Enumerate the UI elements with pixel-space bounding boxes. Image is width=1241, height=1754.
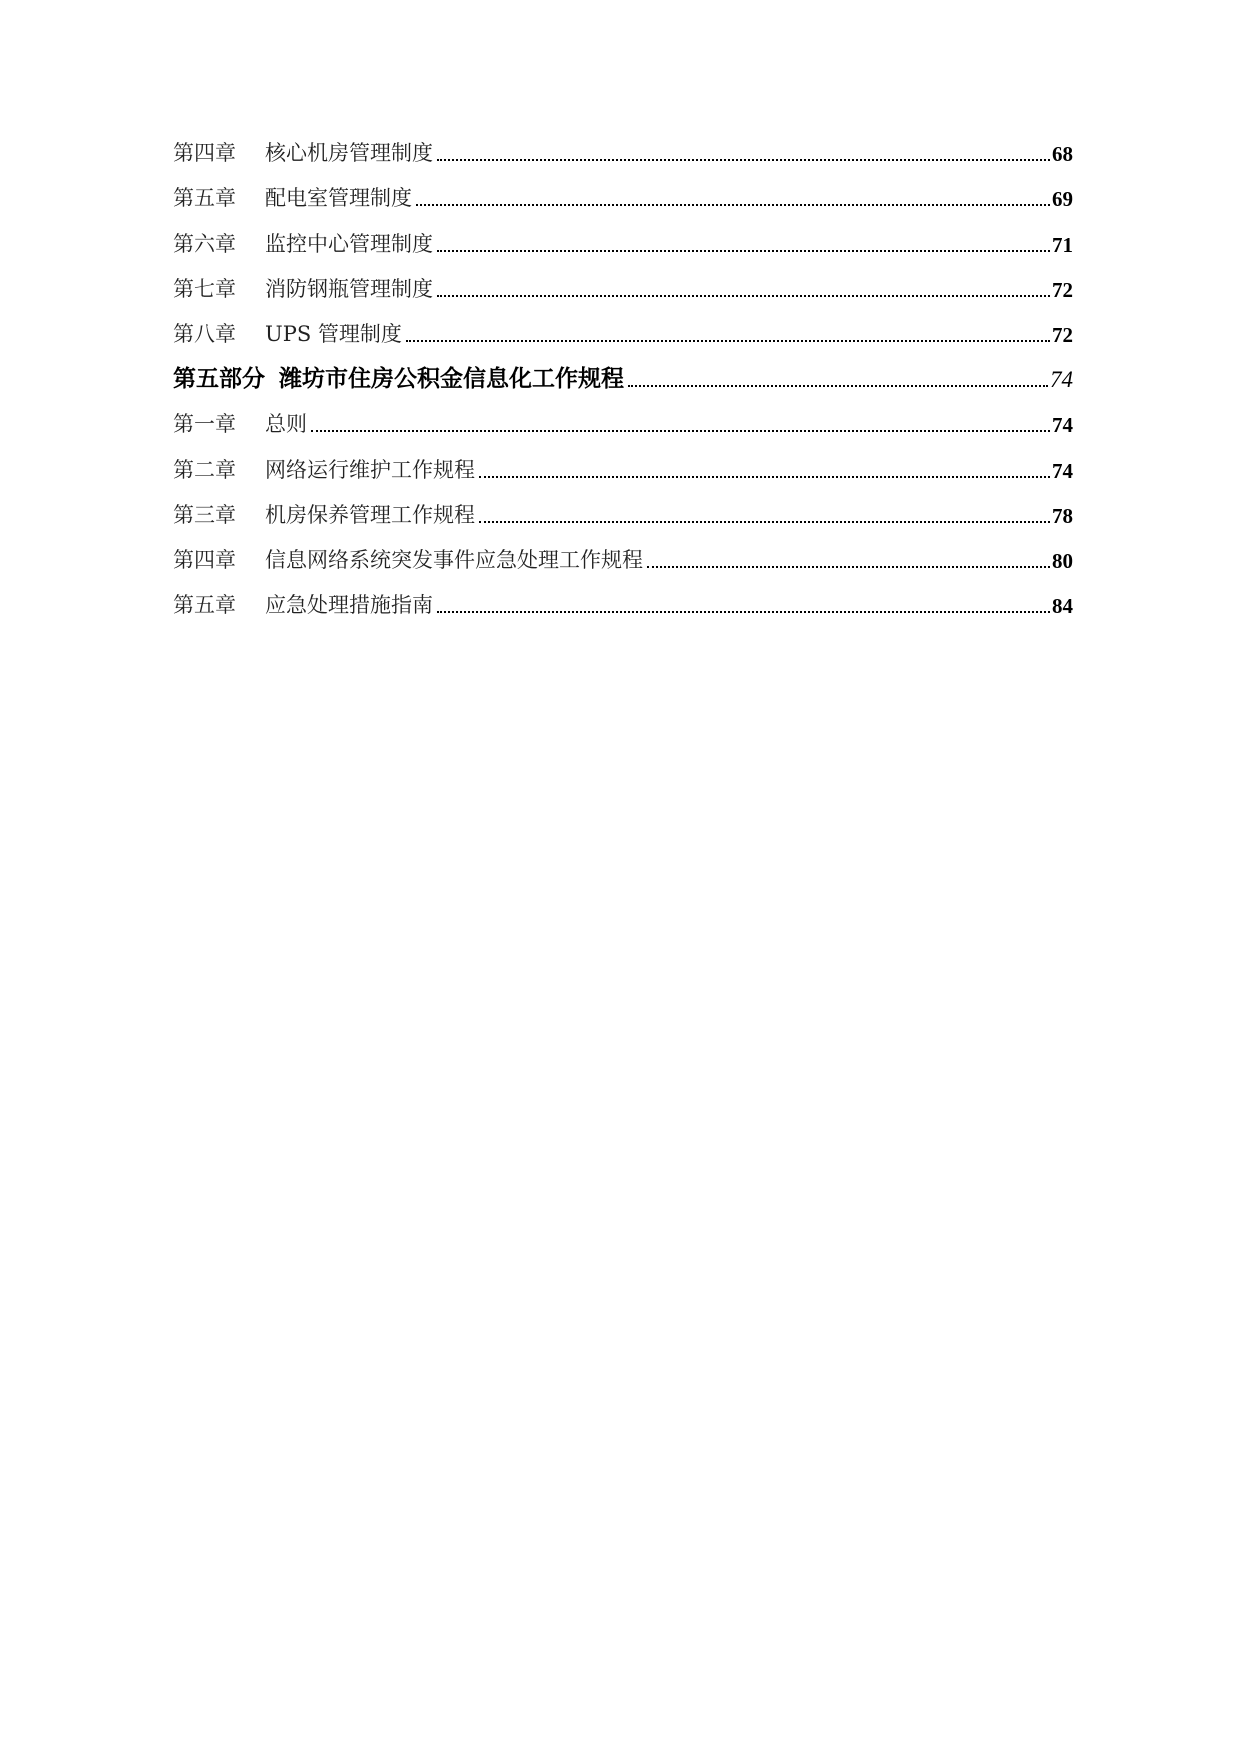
toc-part-title: 潍坊市住房公积金信息化工作规程 [279,366,624,393]
toc-entry-page: 69 [1052,187,1073,212]
toc-leader-dots [479,476,1050,478]
toc-entry-number: 第五章 [173,186,236,211]
toc-entry-title: 监控中心管理制度 [265,231,433,256]
toc-entry-part-5[interactable] [173,348,1073,393]
toc-entry-number: 第五章 [173,593,236,618]
toc-entry-label [173,273,433,303]
toc-entry-label [173,499,475,529]
toc-part-page: 74 [1050,367,1073,393]
toc-part-number: 第五部分 [173,366,265,393]
toc-entry-label [173,589,433,619]
toc-leader-dots [311,430,1050,432]
toc-entry-label [173,544,643,574]
toc-leader-dots [437,250,1050,252]
toc-entry-number: 第二章 [173,457,236,482]
toc-entry-chapter-3[interactable] [173,484,1073,529]
toc-leader-dots [437,159,1050,161]
toc-entry-page: 72 [1052,322,1073,347]
toc-entry-number: 第三章 [173,502,236,527]
table-of-contents [173,122,1073,619]
toc-entry-page: 71 [1052,232,1073,257]
toc-entry-label [173,318,402,348]
toc-entry-title: 应急处理措施指南 [265,593,433,618]
toc-entry-label [173,182,412,212]
toc-entry-title: 消防钢瓶管理制度 [265,276,433,301]
toc-entry-number: 第七章 [173,276,236,301]
toc-entry-page: 74 [1052,413,1073,438]
toc-entry-title: 信息网络系统突发事件应急处理工作规程 [265,547,643,572]
toc-leader-dots [647,566,1050,568]
toc-entry-chapter-5[interactable] [173,167,1073,212]
toc-entry-title: UPS 管理制度 [265,321,402,346]
toc-entry-title: 总则 [265,412,307,437]
toc-entry-page: 84 [1052,594,1073,619]
toc-leader-dots [437,295,1050,297]
toc-leader-dots [479,521,1050,523]
toc-entry-label [173,228,433,258]
toc-entry-number: 第八章 [173,321,236,346]
toc-part-label [173,360,624,393]
toc-entry-title: 机房保养管理工作规程 [265,502,475,527]
toc-entry-chapter-4-b[interactable] [173,529,1073,574]
toc-entry-page: 68 [1052,142,1073,167]
toc-entry-page: 72 [1052,277,1073,302]
toc-entry-number: 第一章 [173,412,236,437]
toc-entry-label [173,408,307,438]
toc-entry-chapter-8[interactable] [173,303,1073,348]
toc-entry-chapter-5-b[interactable] [173,574,1073,619]
toc-entry-title: 网络运行维护工作规程 [265,457,475,482]
toc-leader-dots [628,385,1048,387]
toc-entry-title: 核心机房管理制度 [265,141,433,166]
toc-entry-chapter-1[interactable] [173,393,1073,438]
toc-entry-page: 74 [1052,458,1073,483]
toc-entry-number: 第四章 [173,141,236,166]
toc-entry-page: 80 [1052,548,1073,573]
toc-entry-label [173,454,475,484]
toc-leader-dots [406,340,1050,342]
toc-leader-dots [416,204,1050,206]
toc-entry-number: 第四章 [173,547,236,572]
toc-leader-dots [437,611,1050,613]
toc-entry-number: 第六章 [173,231,236,256]
toc-entry-chapter-2[interactable] [173,438,1073,483]
toc-entry-page: 78 [1052,503,1073,528]
toc-entry-label [173,137,433,167]
toc-entry-title: 配电室管理制度 [265,186,412,211]
toc-entry-chapter-6[interactable] [173,212,1073,257]
toc-entry-chapter-4[interactable] [173,122,1073,167]
toc-entry-chapter-7[interactable] [173,258,1073,303]
